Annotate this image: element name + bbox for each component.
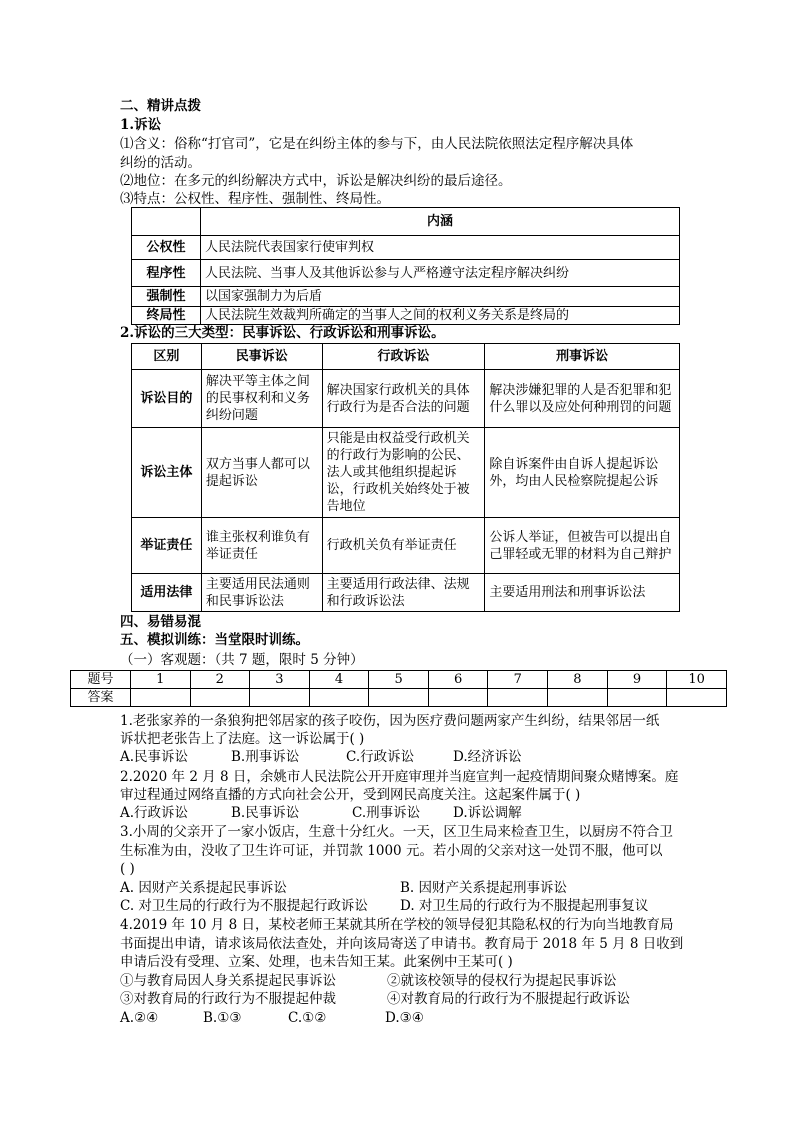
table-row (132, 428, 680, 518)
question-1-option-d: D.经济诉讼 (453, 749, 522, 765)
litigation-types-table (131, 343, 680, 612)
table-header-cell: 民事诉讼 (201, 344, 322, 370)
table-cell: 程序性 (132, 260, 201, 287)
question-3-stem: 3.小周的父亲开了一家小饭店，生意十分红火。一天，区卫生局来检查卫生，以厨房不符合卫 (120, 824, 673, 840)
paragraph-meaning: ⑴含义：俗称“打官司”，它是在纠纷主体的参与下，由人民法院依照法定程序解决具体 (120, 136, 634, 152)
answer-cell (309, 689, 369, 707)
table-cell: 以国家强制力为后盾 (201, 287, 680, 307)
table-header-cell: 区别 (132, 344, 202, 370)
question-2-stem-cont: 审过程通过网络直播的方式向社会公开，受到网民高度关注。这起案件属于( ) (120, 787, 581, 803)
table-cell: 主要适用刑法和刑事诉讼法 (485, 574, 680, 612)
table-row (132, 236, 680, 260)
table-header-cell: 刑事诉讼 (485, 344, 680, 370)
question-4-item-2: ②就该校领导的侵权行为提起民事诉讼 (387, 973, 617, 989)
question-number: 8 (548, 671, 608, 689)
table-row (71, 671, 727, 689)
table-cell: 举证责任 (132, 518, 202, 574)
question-1-stem-cont: 诉状把老张告上了法庭。这一诉讼属于( ) (120, 731, 365, 747)
features-table (131, 207, 680, 325)
section-heading-2: 二、精讲点拨 (120, 98, 201, 114)
table-row (132, 518, 680, 574)
answer-cell (250, 689, 310, 707)
objective-subheading: （一）客观题：（共 7 题，限时 5 分钟） (120, 652, 364, 668)
paragraph-features: ⑶特点：公权性、程序性、强制性、终局性。 (120, 191, 390, 207)
table-cell: 终局性 (132, 307, 201, 325)
question-number: 3 (250, 671, 310, 689)
question-4-option-b: B.①③ (203, 1010, 242, 1026)
table-row (132, 344, 680, 370)
subheading-litigation: 1.诉讼 (120, 117, 162, 133)
question-3-option-a: A. 因财产关系提起民事诉讼 (120, 880, 287, 896)
table-header-cell: 行政诉讼 (322, 344, 485, 370)
table-cell: 诉讼目的 (132, 370, 202, 428)
question-3-option-d: D. 对卫生局的行政行为不服提起刑事复议 (400, 898, 649, 914)
question-number-label: 题号 (71, 671, 131, 689)
table-cell: 谁主张权利谁负有举证责任 (201, 518, 322, 574)
answer-cell (428, 689, 488, 707)
question-1-option-c: C.行政诉讼 (346, 749, 415, 765)
table-cell: 主要适用民法通则和民事诉讼法 (201, 574, 322, 612)
question-4-item-1: ①与教育局因人身关系提起民事诉讼 (120, 973, 336, 989)
table-cell: 解决平等主体之间的民事权利和义务纠纷问题 (201, 370, 322, 428)
answer-cell (369, 689, 429, 707)
table-row (132, 287, 680, 307)
table-row (132, 574, 680, 612)
table-row (132, 208, 680, 236)
question-2-stem: 2.2020 年 2 月 8 日，余姚市人民法院公开开庭审理并当庭宣判一起疫情期间聚众赌博案。庭 (120, 769, 679, 785)
table-row (132, 260, 680, 287)
question-number: 4 (309, 671, 369, 689)
question-4-item-4: ④对教育局的行政行为不服提起行政诉讼 (387, 991, 630, 1007)
table-cell: 诉讼主体 (132, 428, 202, 518)
question-4-stem-end: 申请后没有受理、立案、处理，也未告知王某。此案例中王某可( ) (120, 954, 513, 970)
answer-cell (190, 689, 250, 707)
answer-table (70, 670, 727, 707)
question-3-stem-cont: 生标准为由，没收了卫生许可证，并罚款 1000 元。若小周的父亲对这一处罚不服，他可以 (120, 843, 663, 859)
table-cell: 行政机关负有举证责任 (322, 518, 485, 574)
question-4-option-d: D.③④ (385, 1010, 424, 1026)
answer-cell (667, 689, 727, 707)
question-2-option-b: B.民事诉讼 (231, 805, 300, 821)
question-3-option-b: B. 因财产关系提起刑事诉讼 (400, 880, 568, 896)
table-row (132, 370, 680, 428)
answer-cell (130, 689, 190, 707)
table-row (71, 689, 727, 707)
table-cell: 公诉人举证，但被告可以提出自己罪轻或无罪的材料为自己辩护 (485, 518, 680, 574)
paragraph-status: ⑵地位：在多元的纠纷解决方式中，诉讼是解决纠纷的最后途径。 (120, 173, 512, 189)
table-cell: 解决涉嫌犯罪的人是否犯罪和犯什么罪以及应处何种刑罚的问题 (485, 370, 680, 428)
question-4-stem: 4.2019 年 10 月 8 日，某校老师王某就其所在学校的领导侵犯其隐私权的行为向当地教育局 (120, 917, 674, 933)
table-cell (132, 208, 201, 236)
section-heading-5: 五、模拟训练：当堂限时训练。 (120, 632, 309, 648)
question-3-option-c: C. 对卫生局的行政行为不服提起行政诉讼 (120, 898, 368, 914)
question-number: 7 (488, 671, 548, 689)
table-cell: 人民法院、当事人及其他诉讼参与人严格遵守法定程序解决纠纷 (201, 260, 680, 287)
question-number: 1 (130, 671, 190, 689)
question-3-stem-end: ( ) (120, 861, 135, 877)
paragraph-meaning-cont: 纠纷的活动。 (120, 155, 201, 171)
question-number: 2 (190, 671, 250, 689)
table-cell: 解决国家行政机关的具体行政行为是否合法的问题 (322, 370, 485, 428)
answer-label: 答案 (71, 689, 131, 707)
table-cell: 公权性 (132, 236, 201, 260)
answer-cell (488, 689, 548, 707)
table-cell: 主要适用行政法律、法规和行政诉讼法 (322, 574, 485, 612)
question-1-stem: 1.老张家养的一条狼狗把邻居家的孩子咬伤，因为医疗费问题两家产生纠纷，结果邻居一纸 (120, 713, 660, 729)
question-1-option-b: B.刑事诉讼 (231, 749, 300, 765)
question-number: 9 (607, 671, 667, 689)
table-cell: 人民法院代表国家行使审判权 (201, 236, 680, 260)
question-number: 6 (428, 671, 488, 689)
answer-cell (607, 689, 667, 707)
table-cell: 只能是由权益受行政机关的行政行为影响的公民、法人或其他组织提起诉讼，行政机关始终处于被告地位 (322, 428, 485, 518)
question-4-item-3: ③对教育局的行政行为不服提起仲裁 (120, 991, 336, 1007)
table-cell: 双方当事人都可以提起诉讼 (201, 428, 322, 518)
question-number: 10 (667, 671, 727, 689)
answer-cell (548, 689, 608, 707)
question-4-option-c: C.①② (288, 1010, 327, 1026)
question-4-option-a: A.②④ (120, 1010, 159, 1026)
section-heading-4: 四、易错易混 (120, 614, 201, 630)
table-cell: 除自诉案件由自诉人提起诉讼外，均由人民检察院提起公诉 (485, 428, 680, 518)
table-header-cell: 内涵 (201, 208, 680, 236)
table-row (132, 307, 680, 325)
table-cell: 适用法律 (132, 574, 202, 612)
question-2-option-a: A.行政诉讼 (120, 805, 189, 821)
question-2-option-c: C.刑事诉讼 (352, 805, 421, 821)
question-4-stem-cont: 书面提出申请，请求该局依法查处，并向该局寄送了申请书。教育局于 2018 年 5 月 8 日收到 (120, 936, 684, 952)
question-number: 5 (369, 671, 429, 689)
subheading-three-types: 2.诉讼的三大类型：民事诉讼、行政诉讼和刑事诉讼。 (120, 325, 445, 341)
table-cell: 强制性 (132, 287, 201, 307)
question-1-option-a: A.民事诉讼 (120, 749, 189, 765)
question-2-option-d: D.诉讼调解 (453, 805, 522, 821)
table-cell: 人民法院生效裁判所确定的当事人之间的权利义务关系是终局的 (201, 307, 680, 325)
